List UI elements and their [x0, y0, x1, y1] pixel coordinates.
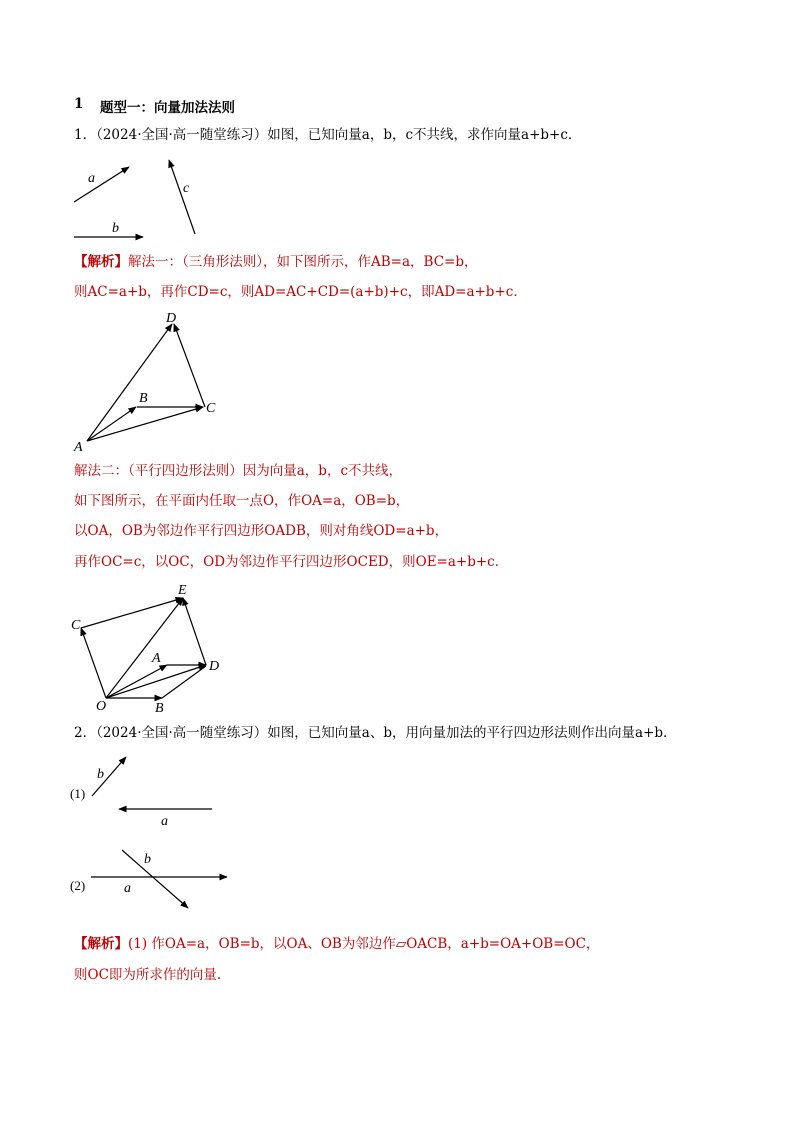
figure-triangle-rule: [66, 306, 236, 456]
vector-a-arrow: [74, 167, 129, 202]
point-O-label: O: [96, 699, 107, 714]
vector-c-label: c: [183, 181, 190, 196]
solution-2-line-3: 以OA，OB为邻边作平行四边形OADB，则对角线OD=a+b，: [74, 523, 449, 539]
vector-a-label: a: [124, 881, 131, 896]
solution-1-line-1-text: 解法一：（三角形法则），如下图所示，作AB=a，BC=b，: [128, 254, 478, 270]
solution-tag: 【解析】: [74, 936, 128, 952]
point-A-label: A: [74, 440, 83, 455]
solution-3-line-1: [74, 935, 599, 953]
vector-AB: [87, 407, 136, 441]
vector-b-arrow: [122, 850, 188, 908]
section-title: 题型一：向量加法法则: [100, 100, 235, 116]
point-A-label: A: [152, 651, 161, 666]
vector-OE: [106, 598, 183, 698]
point-C-label: C: [71, 618, 81, 633]
vector-CD: [174, 324, 205, 407]
figure-q2-part-1: [66, 752, 236, 832]
figure-1-number: (1): [70, 786, 86, 801]
solution-3-line-1-text: (1) 作OA=a，OB=b，以OA、OB为邻边作▱OACB，a+b=OA+OB=OC，: [128, 936, 600, 952]
segment-BD: [162, 666, 206, 698]
solution-1-line-2: 则AC=a+b，再作CD=c，则AD=AC+CD=(a+b)+c，即AD=a+b+c．: [74, 284, 527, 300]
solution-2-line-4: 再作OC=c，以OC，OD为邻边作平行四边形OCED，则OE=a+b+c．: [74, 554, 509, 570]
vector-a-label: a: [161, 814, 168, 829]
figure-q1-vectors: [66, 150, 216, 245]
point-B-label: B: [139, 391, 148, 406]
point-D-label: D: [209, 659, 220, 674]
vector-b-label: b: [112, 221, 119, 236]
section-number: 1: [74, 96, 84, 112]
vector-c-arrow: [169, 160, 195, 234]
vector-a-label: a: [88, 171, 95, 186]
solution-1-line-1: [74, 253, 477, 271]
vector-b-label: b: [144, 852, 151, 867]
vector-b-label: b: [97, 767, 104, 782]
solution-3-line-2: 则OC即为所求作的向量.: [74, 967, 222, 983]
figure-q2-part-2: [66, 844, 236, 914]
question-1-text: 1．（2024·全国·高一随堂练习）如图，已知向量a，b，c不共线，求作向量a+b+c．: [74, 127, 582, 143]
solution-tag: 【解析】: [74, 254, 128, 270]
figure-2-number: (2): [70, 878, 86, 893]
figure-parallelogram-rule: [66, 578, 236, 718]
solution-2-line-2: 如下图所示，在平面内任取一点O，作OA=a，OB=b，: [74, 493, 410, 509]
vector-AD: [87, 324, 172, 441]
vector-AC: [87, 407, 203, 441]
segment-DE: [183, 598, 206, 665]
question-2-text: 2．（2024·全国·高一随堂练习）如图，已知向量a、b，用向量加法的平行四边形法则作出向量a+b．: [74, 725, 677, 741]
segment-CE: [81, 598, 183, 628]
point-C-label: C: [206, 401, 216, 416]
vector-OD: [106, 665, 206, 698]
point-D-label: D: [166, 311, 177, 326]
point-E-label: E: [178, 583, 187, 598]
solution-2-line-1: 解法二：（平行四边形法则）因为向量a，b，c不共线，: [74, 463, 403, 479]
vector-OC: [81, 628, 106, 698]
point-B-label: B: [155, 701, 164, 716]
